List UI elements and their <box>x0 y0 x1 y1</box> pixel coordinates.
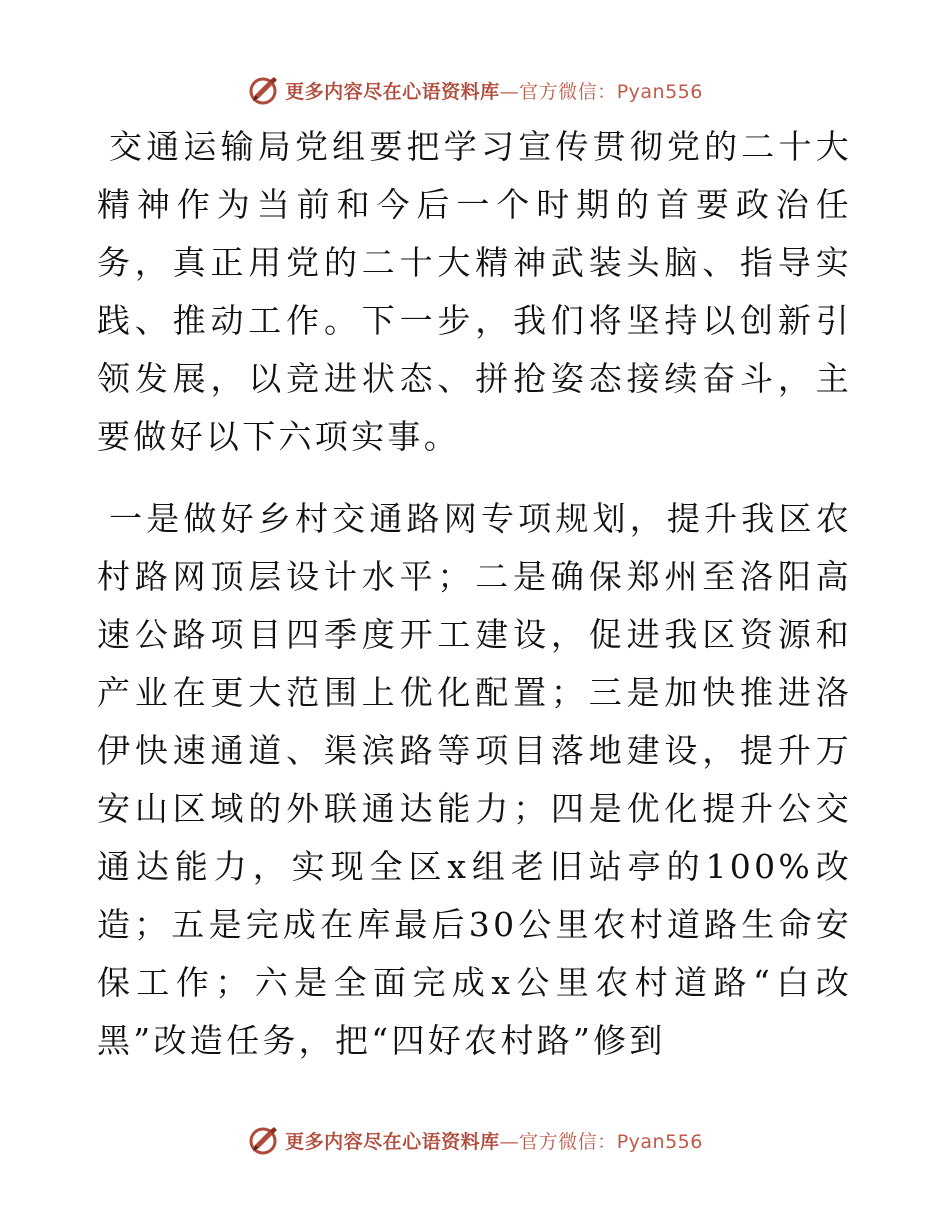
footer-banner-main: 更多内容尽在心语资料库 <box>285 1130 500 1153</box>
footer-banner-text <box>285 1127 703 1154</box>
body-paragraph-1: 交通运输局党组要把学习宣传贯彻党的二十大精神作为当前和今后一个时期的首要政治任务，真正用党的二十大精神武装头脑、指导实践、推动工作。下一步，我们将坚持以创新引领发展，以竞进状态、拼抢姿态接续奋斗，主要做好以下六项实事。 <box>97 127 852 456</box>
body-paragraph-2: 一是做好乡村交通路网专项规划，提升我区农村路网顶层设计水平；二是确保郑州至洛阳高速公路项目四季度开工建设，促进我区资源和产业在更大范围上优化配置；三是加快推进洛伊快速通道、渠滨路等项目落地建设，提升万安山区域的外联通达能力；四是优化提升公交通达能力，实现全区x组老旧站亭的100%改造；五是完成在库最后30公里农村道路生命安保工作；六是全面完成x公里农村道路“白改黑”改造任务，把“四好农村路”修到 <box>97 499 852 1060</box>
header-banner-wechat-label: —官方微信： <box>499 80 617 103</box>
header-watermark-banner <box>0 70 950 110</box>
header-banner-text <box>285 77 703 104</box>
header-banner-main: 更多内容尽在心语资料库 <box>285 80 500 103</box>
header-banner-wechat-id: Pyan556 <box>616 80 703 103</box>
pen-logo-icon <box>247 1123 281 1157</box>
pen-logo-icon <box>247 73 281 107</box>
footer-watermark-banner <box>0 1120 950 1160</box>
footer-banner-wechat-id: Pyan556 <box>616 1130 703 1153</box>
footer-banner-wechat-label: —官方微信： <box>499 1130 617 1153</box>
document-body <box>97 118 852 1070</box>
